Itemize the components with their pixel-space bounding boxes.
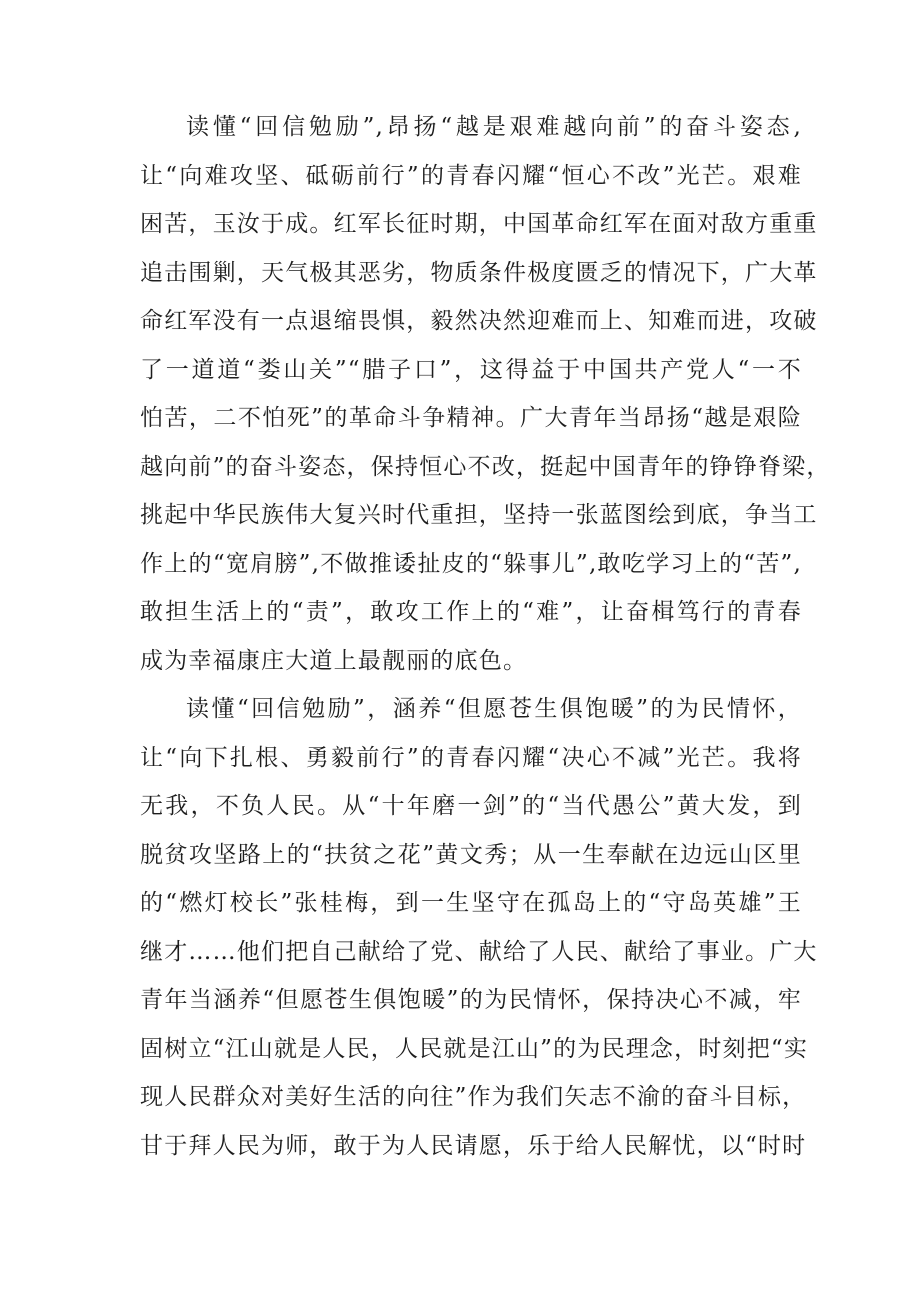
paragraph-line: 脱贫攻坚路上的“扶贫之花”黄文秀；从一生奉献在边远山区里 [140, 841, 802, 868]
paragraph-line: 越向前”的奋斗姿态，保持恒心不改，挺起中国青年的铮铮脊梁， [140, 453, 831, 480]
paragraph-line: 挑起中华民族伟大复兴时代重担，坚持一张蓝图绘到底，争当工 [140, 502, 818, 528]
document-body [140, 103, 831, 1170]
paragraph-1 [140, 103, 831, 685]
paragraph-line: 继才……他们把自己献给了党、献给了人民、献给了事业。广大 [140, 938, 818, 965]
paragraph-2 [140, 685, 818, 1170]
paragraph-line: 了一道道“娄山关”“腊子口”，这得益于中国共产党人“一不 [140, 356, 802, 383]
paragraph-line: 困苦，玉汝于成。红军长征时期，中国革命红军在面对敌方重重 [140, 211, 818, 237]
paragraph-line: 让“向下扎根、勇毅前行”的青春闪耀“决心不减”光芒。我将 [140, 744, 802, 771]
paragraph-line: 作上的“宽肩膀”,不做推诿扯皮的“躲事儿”,敢吃学习上的“苦”, [140, 550, 802, 577]
paragraph-line: 现人民群众对美好生活的向往”作为我们矢志不渝的奋斗目标， [140, 1084, 807, 1110]
paragraph-line: 追击围剿，天气极其恶劣，物质条件极度匮乏的情况下，广大革 [140, 259, 818, 286]
paragraph-line: 甘于拜人民为师，敢于为人民请愿，乐于给人民解忧，以“时时 [140, 1132, 807, 1159]
paragraph-line: 让“向难攻坚、砥砺前行”的青春闪耀“恒心不改”光芒。艰难 [140, 162, 802, 189]
paragraph-line: 读懂“回信勉励”,昂扬“越是艰难越向前”的奋斗姿态, [186, 114, 802, 140]
paragraph-line: 命红军没有一点退缩畏惧，毅然决然迎难而上、知难而进，攻破 [140, 308, 818, 334]
paragraph-line: 青年当涵养“但愿苍生俱饱暖”的为民情怀，保持决心不减，牢 [140, 987, 802, 1013]
paragraph-line: 敢担生活上的“责”，敢攻工作上的“难”，让奋楫笃行的青春 [140, 599, 802, 625]
paragraph-line: 成为幸福康庄大道上最靓丽的底色。 [140, 647, 528, 674]
paragraph-line: 无我，不负人民。从“十年磨一剑”的“当代愚公”黄大发，到 [140, 793, 802, 819]
paragraph-line: 怕苦，二不怕死”的革命斗争精神。广大青年当昂扬“越是艰险 [140, 405, 802, 431]
paragraph-line: 读懂“回信勉励”，涵养“但愿苍生俱饱暖”的为民情怀， [186, 696, 802, 722]
paragraph-line: 固树立“江山就是人民，人民就是江山”的为民理念，时刻把“实 [140, 1035, 809, 1062]
paragraph-line: 的“燃灯校长”张桂梅，到一生坚守在孤岛上的“守岛英雄”王 [140, 890, 802, 916]
